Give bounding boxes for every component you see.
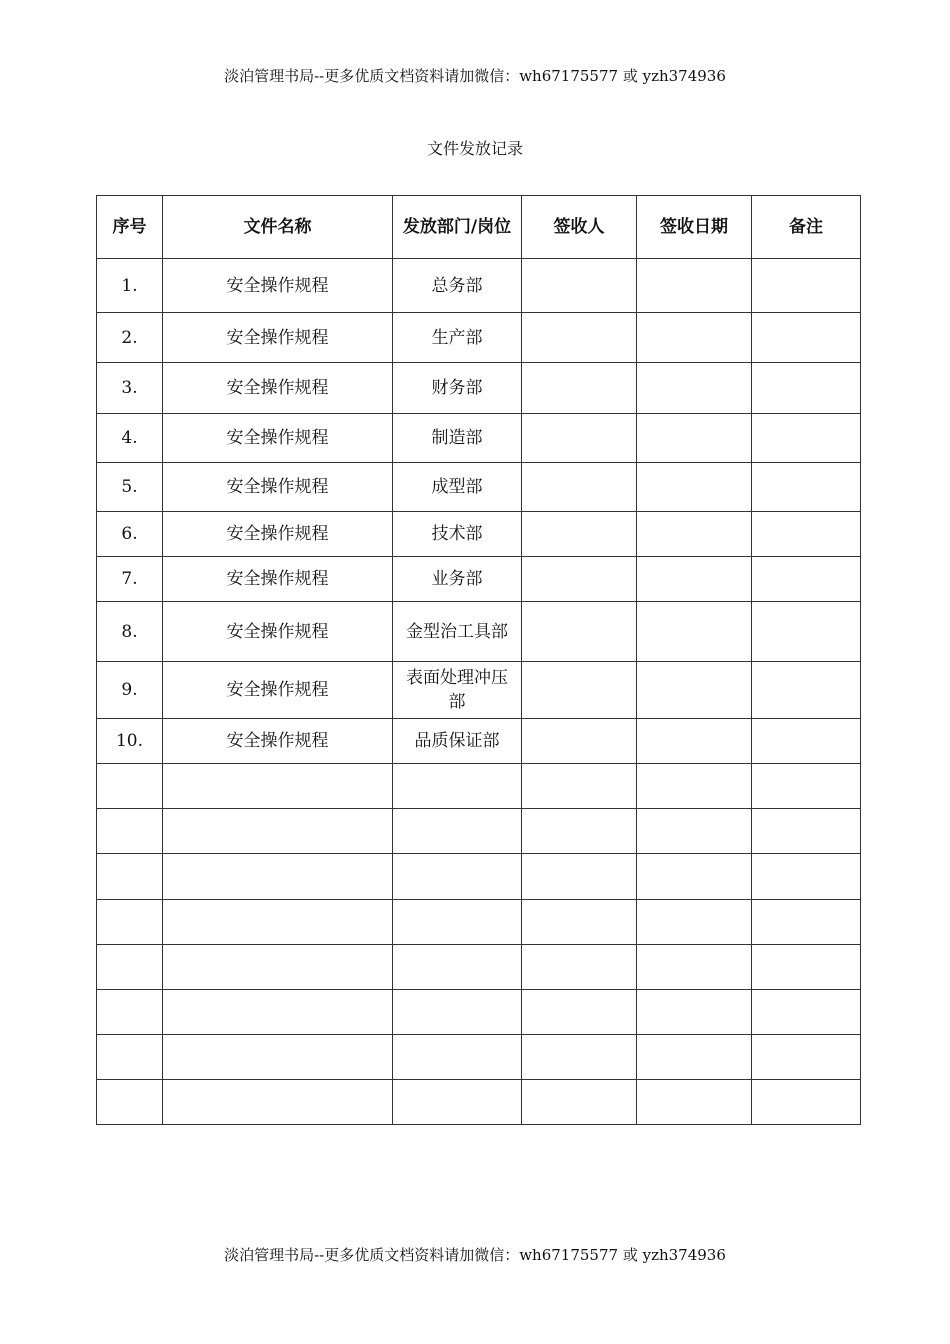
- cell-sign-date: [637, 719, 752, 764]
- table-row: [97, 900, 861, 945]
- cell-issuing-dept: 制造部: [393, 414, 522, 463]
- table-row: [97, 602, 861, 662]
- cell-signer: [522, 990, 637, 1035]
- cell-sign-date: [637, 363, 752, 414]
- cell-remark: [752, 854, 861, 900]
- cell-issuing-dept: [393, 990, 522, 1035]
- cell-remark: [752, 557, 861, 602]
- cell-file-name: 安全操作规程: [163, 512, 393, 557]
- table-row: [97, 945, 861, 990]
- cell-serial-no: 8.: [97, 602, 163, 662]
- cell-issuing-dept: [393, 854, 522, 900]
- cell-file-name: [163, 854, 393, 900]
- cell-remark: [752, 512, 861, 557]
- cell-file-name: 安全操作规程: [163, 363, 393, 414]
- cell-sign-date: [637, 990, 752, 1035]
- cell-sign-date: [637, 512, 752, 557]
- cell-file-name: 安全操作规程: [163, 463, 393, 512]
- cell-issuing-dept: [393, 1035, 522, 1080]
- header-file-name: 文件名称: [163, 196, 393, 259]
- cell-signer: [522, 900, 637, 945]
- header-remark: 备注: [752, 196, 861, 259]
- page-title: 文件发放记录: [426, 139, 523, 158]
- table-row: [97, 557, 861, 602]
- cell-sign-date: [637, 854, 752, 900]
- cell-serial-no: 1.: [97, 259, 163, 313]
- cell-signer: [522, 764, 637, 809]
- cell-serial-no: 3.: [97, 363, 163, 414]
- cell-signer: [522, 719, 637, 764]
- cell-signer: [522, 854, 637, 900]
- cell-sign-date: [637, 557, 752, 602]
- footer-note: 淡泊管理书局--更多优质文档资料请加微信：wh67175577 或 yzh374936: [224, 1246, 726, 1264]
- cell-signer: [522, 557, 637, 602]
- cell-remark: [752, 662, 861, 719]
- cell-sign-date: [637, 1080, 752, 1125]
- table-row: [97, 414, 861, 463]
- cell-issuing-dept: [393, 1080, 522, 1125]
- cell-file-name: [163, 945, 393, 990]
- cell-remark: [752, 1080, 861, 1125]
- table-row: [97, 764, 861, 809]
- cell-file-name: 安全操作规程: [163, 259, 393, 313]
- cell-file-name: [163, 900, 393, 945]
- cell-serial-no: [97, 854, 163, 900]
- cell-signer: [522, 512, 637, 557]
- table-row: [97, 512, 861, 557]
- cell-serial-no: [97, 809, 163, 854]
- cell-issuing-dept: [393, 945, 522, 990]
- cell-remark: [752, 602, 861, 662]
- table-row: [97, 1080, 861, 1125]
- cell-remark: [752, 719, 861, 764]
- cell-serial-no: 7.: [97, 557, 163, 602]
- cell-issuing-dept: 生产部: [393, 313, 522, 363]
- header-sign-date: 签收日期: [637, 196, 752, 259]
- cell-serial-no: [97, 945, 163, 990]
- cell-sign-date: [637, 764, 752, 809]
- table-row: [97, 313, 861, 363]
- distribution-record-table: [96, 195, 861, 1125]
- cell-serial-no: 10.: [97, 719, 163, 764]
- cell-issuing-dept: 业务部: [393, 557, 522, 602]
- cell-remark: [752, 900, 861, 945]
- table-row: [97, 463, 861, 512]
- header-note: 淡泊管理书局--更多优质文档资料请加微信：wh67175577 或 yzh374936: [224, 67, 726, 85]
- cell-signer: [522, 363, 637, 414]
- cell-sign-date: [637, 259, 752, 313]
- cell-serial-no: 2.: [97, 313, 163, 363]
- cell-file-name: 安全操作规程: [163, 719, 393, 764]
- table-row: [97, 1035, 861, 1080]
- cell-remark: [752, 945, 861, 990]
- table-row: [97, 990, 861, 1035]
- cell-remark: [752, 259, 861, 313]
- cell-issuing-dept: [393, 764, 522, 809]
- cell-signer: [522, 602, 637, 662]
- cell-issuing-dept: 成型部: [393, 463, 522, 512]
- cell-remark: [752, 764, 861, 809]
- cell-signer: [522, 1035, 637, 1080]
- cell-signer: [522, 313, 637, 363]
- cell-file-name: 安全操作规程: [163, 313, 393, 363]
- cell-issuing-dept: 技术部: [393, 512, 522, 557]
- cell-file-name: 安全操作规程: [163, 414, 393, 463]
- cell-signer: [522, 1080, 637, 1125]
- cell-serial-no: [97, 1080, 163, 1125]
- table-header-row: [97, 196, 861, 259]
- table-row: [97, 809, 861, 854]
- cell-sign-date: [637, 945, 752, 990]
- cell-remark: [752, 363, 861, 414]
- cell-signer: [522, 463, 637, 512]
- cell-sign-date: [637, 463, 752, 512]
- cell-issuing-dept: 财务部: [393, 363, 522, 414]
- cell-file-name: [163, 764, 393, 809]
- cell-file-name: 安全操作规程: [163, 662, 393, 719]
- cell-sign-date: [637, 809, 752, 854]
- cell-issuing-dept: [393, 809, 522, 854]
- cell-sign-date: [637, 662, 752, 719]
- cell-issuing-dept: 品质保证部: [393, 719, 522, 764]
- cell-issuing-dept: [393, 900, 522, 945]
- table-row: [97, 854, 861, 900]
- cell-signer: [522, 945, 637, 990]
- cell-sign-date: [637, 900, 752, 945]
- cell-file-name: [163, 990, 393, 1035]
- cell-sign-date: [637, 1035, 752, 1080]
- cell-sign-date: [637, 414, 752, 463]
- cell-remark: [752, 313, 861, 363]
- header-signer: 签收人: [522, 196, 637, 259]
- cell-file-name: [163, 1035, 393, 1080]
- table-row: [97, 259, 861, 313]
- table-row: [97, 719, 861, 764]
- cell-signer: [522, 414, 637, 463]
- cell-sign-date: [637, 313, 752, 363]
- cell-issuing-dept: 金型治工具部: [393, 602, 522, 662]
- cell-remark: [752, 414, 861, 463]
- table-row: [97, 662, 861, 719]
- cell-serial-no: [97, 764, 163, 809]
- cell-remark: [752, 809, 861, 854]
- cell-issuing-dept: 表面处理冲压部: [393, 662, 522, 719]
- cell-remark: [752, 463, 861, 512]
- cell-sign-date: [637, 602, 752, 662]
- cell-issuing-dept: 总务部: [393, 259, 522, 313]
- cell-serial-no: 5.: [97, 463, 163, 512]
- cell-serial-no: [97, 900, 163, 945]
- cell-file-name: 安全操作规程: [163, 602, 393, 662]
- cell-signer: [522, 662, 637, 719]
- cell-serial-no: [97, 990, 163, 1035]
- cell-serial-no: [97, 1035, 163, 1080]
- header-issuing-dept: 发放部门/岗位: [393, 196, 522, 259]
- cell-signer: [522, 809, 637, 854]
- table-row: [97, 363, 861, 414]
- cell-signer: [522, 259, 637, 313]
- cell-file-name: [163, 809, 393, 854]
- cell-file-name: [163, 1080, 393, 1125]
- cell-serial-no: 9.: [97, 662, 163, 719]
- cell-file-name: 安全操作规程: [163, 557, 393, 602]
- cell-serial-no: 4.: [97, 414, 163, 463]
- cell-serial-no: 6.: [97, 512, 163, 557]
- header-serial-no: 序号: [97, 196, 163, 259]
- cell-remark: [752, 1035, 861, 1080]
- cell-remark: [752, 990, 861, 1035]
